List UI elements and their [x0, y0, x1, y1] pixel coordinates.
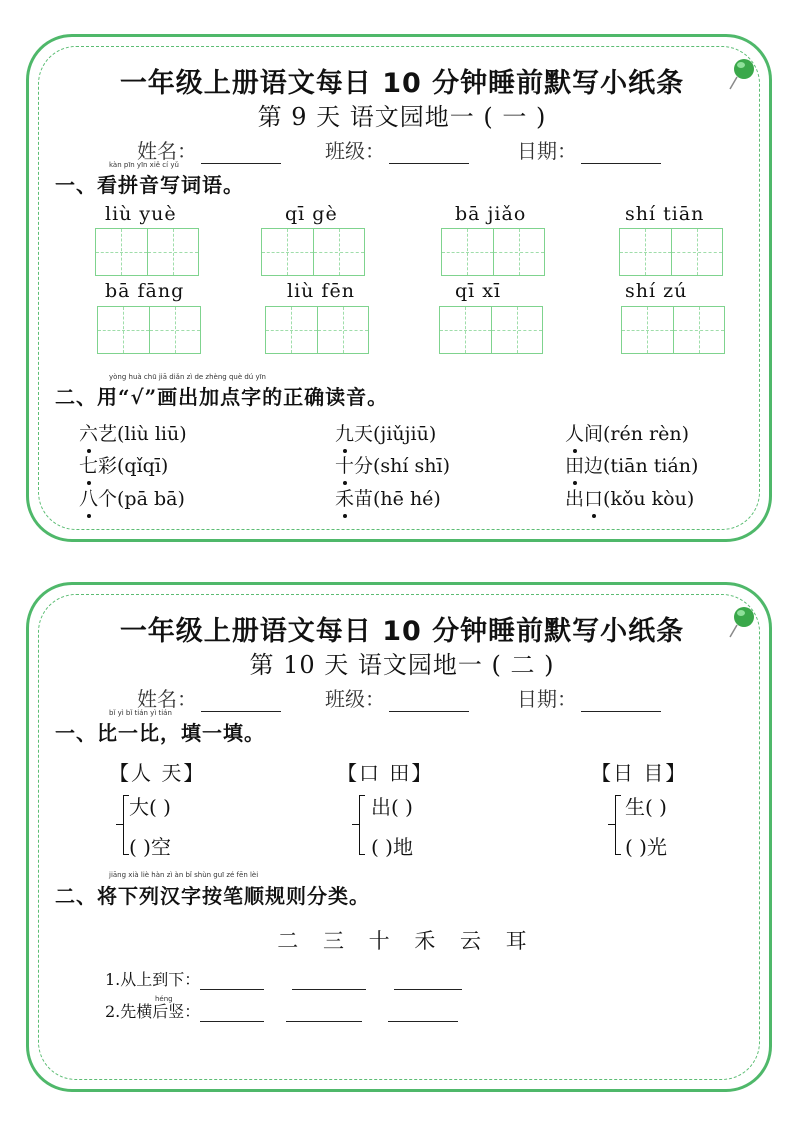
- reading-item[interactable]: 禾苗(hē hé): [335, 484, 441, 511]
- word-pinyin: liù fēn: [287, 280, 355, 302]
- fill-blank[interactable]: 大( ): [129, 795, 171, 819]
- class-blank[interactable]: [389, 145, 469, 164]
- reading-item[interactable]: 十分(shí shī): [335, 451, 450, 478]
- class-field[interactable]: [325, 135, 469, 164]
- word-pinyin: qī xī: [455, 280, 502, 302]
- day-subtitle: 第 10 天 语文园地一 ( 二 ): [249, 651, 555, 679]
- rule-2-pinyin: héng: [155, 995, 173, 1003]
- name-field[interactable]: [137, 135, 281, 164]
- fill-blank[interactable]: 生( ): [625, 795, 667, 819]
- q2-heading: 二、将下列汉字按笔顺规则分类。: [55, 884, 370, 908]
- name-blank[interactable]: [201, 145, 281, 164]
- rule-1-label: 1.从上到下：: [105, 970, 201, 989]
- reading-item[interactable]: 出口(kǒu kòu): [565, 484, 694, 511]
- writing-grid[interactable]: [261, 228, 365, 276]
- q1-heading: 一、比一比，填一填。: [55, 721, 265, 745]
- q1-pinyin: kàn pīn yīn xiě cí yǔ: [109, 161, 179, 169]
- date-field[interactable]: [517, 683, 661, 712]
- q2-pinyin: jiāng xià liè hàn zì àn bǐ shùn guī zé fēn lèi: [109, 871, 259, 879]
- char-pair-title: 【口 田】: [337, 761, 434, 785]
- day-subtitle: 第 9 天 语文园地一 ( 一 ): [257, 103, 547, 131]
- reading-item[interactable]: 八个(pā bā): [79, 484, 185, 511]
- reading-item[interactable]: 六艺(liù liū): [79, 419, 187, 446]
- class-field[interactable]: [325, 683, 469, 712]
- word-pinyin: liù yuè: [105, 203, 177, 225]
- worksheet-card-day9: [26, 34, 772, 542]
- word-pinyin: bā fāng: [105, 280, 185, 302]
- answer-blank[interactable]: [200, 973, 264, 990]
- word-pinyin: shí zú: [625, 280, 688, 302]
- answer-blank[interactable]: [286, 1005, 362, 1022]
- reading-item[interactable]: 田边(tiān tián): [565, 451, 698, 478]
- name-blank[interactable]: [201, 693, 281, 712]
- class-blank[interactable]: [389, 693, 469, 712]
- writing-grid[interactable]: [97, 306, 201, 354]
- reading-item[interactable]: 人间(rén rèn): [565, 419, 689, 446]
- q2-heading: 二、用“√”画出加点字的正确读音。: [55, 385, 389, 409]
- date-field[interactable]: [517, 135, 661, 164]
- char-pair-title: 【人 天】: [109, 761, 206, 785]
- q1-heading: 一、看拼音写词语。: [55, 173, 244, 197]
- class-label: 班级：: [325, 687, 385, 711]
- q1-pinyin: bǐ yì bǐ tián yì tián: [109, 709, 172, 717]
- reading-item[interactable]: 七彩(qǐqī): [79, 451, 168, 478]
- class-label: 班级：: [325, 139, 385, 163]
- character-list: 二 三 十 禾 云 耳: [277, 929, 527, 953]
- fill-blank[interactable]: ( )地: [371, 835, 413, 859]
- answer-blank[interactable]: [388, 1005, 458, 1022]
- name-label: 姓名：: [137, 139, 197, 163]
- pushpin-icon: [727, 55, 757, 91]
- date-label: 日期：: [517, 687, 577, 711]
- writing-grid[interactable]: [621, 306, 725, 354]
- answer-blank[interactable]: [394, 973, 462, 990]
- word-pinyin: shí tiān: [625, 203, 705, 225]
- pushpin-icon: [727, 603, 757, 639]
- char-pair-title: 【日 目】: [591, 761, 688, 785]
- writing-grid[interactable]: [619, 228, 723, 276]
- date-blank[interactable]: [581, 693, 661, 712]
- answer-blank[interactable]: [200, 1005, 264, 1022]
- q2-pinyin: yòng huà chū jiā diǎn zì de zhèng què dú yīn: [109, 373, 266, 381]
- writing-grid[interactable]: [439, 306, 543, 354]
- date-blank[interactable]: [581, 145, 661, 164]
- reading-item[interactable]: 九天(jiǔjiū): [335, 419, 436, 446]
- fill-blank[interactable]: ( )空: [129, 835, 171, 859]
- word-pinyin: bā jiǎo: [455, 203, 527, 225]
- writing-grid[interactable]: [441, 228, 545, 276]
- left-brace: [359, 795, 368, 855]
- date-label: 日期：: [517, 139, 577, 163]
- fill-blank[interactable]: 出( ): [371, 795, 413, 819]
- fill-blank[interactable]: ( )光: [625, 835, 667, 859]
- rule-2-row: [105, 999, 458, 1022]
- name-label: 姓名：: [137, 687, 197, 711]
- worksheet-card-day10: [26, 582, 772, 1092]
- card-title: 一年级上册语文每日 10 分钟睡前默写小纸条: [119, 616, 685, 647]
- writing-grid[interactable]: [265, 306, 369, 354]
- writing-grid[interactable]: [95, 228, 199, 276]
- rule-1-row: [105, 967, 462, 990]
- card-title: 一年级上册语文每日 10 分钟睡前默写小纸条: [119, 68, 685, 99]
- rule-2-label: 2.先横后竖：: [105, 1002, 201, 1021]
- word-pinyin: qī gè: [285, 203, 338, 225]
- name-field[interactable]: [137, 683, 281, 712]
- left-brace: [615, 795, 624, 855]
- answer-blank[interactable]: [292, 973, 366, 990]
